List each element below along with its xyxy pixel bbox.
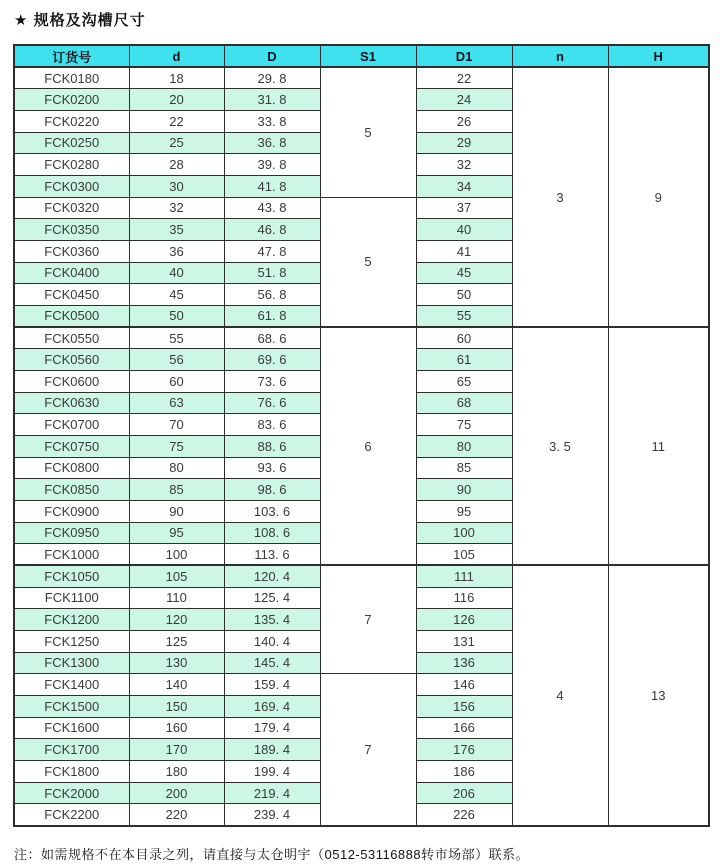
cell-n-merged: 4 <box>512 565 608 825</box>
cell-D1: 60 <box>416 327 512 349</box>
table-row <box>14 327 709 349</box>
cell-d: 18 <box>129 67 224 89</box>
cell-d: 30 <box>129 175 224 197</box>
cell-D: 145. 4 <box>224 652 320 674</box>
col-header-D: D <box>224 45 320 67</box>
table-row <box>14 67 709 89</box>
table-row <box>14 565 709 587</box>
cell-D1: 176 <box>416 739 512 761</box>
cell-d: 22 <box>129 110 224 132</box>
cell-d: 125 <box>129 630 224 652</box>
cell-n-merged: 3. 5 <box>512 327 608 565</box>
col-header-订货号: 订货号 <box>14 45 129 67</box>
cell-order-no: FCK0320 <box>14 197 129 219</box>
cell-S1-merged: 6 <box>320 327 416 565</box>
cell-order-no: FCK0220 <box>14 110 129 132</box>
cell-D1: 156 <box>416 695 512 717</box>
cell-D1: 126 <box>416 609 512 631</box>
cell-order-no: FCK1000 <box>14 544 129 566</box>
cell-d: 170 <box>129 739 224 761</box>
cell-order-no: FCK0250 <box>14 132 129 154</box>
cell-order-no: FCK0900 <box>14 500 129 522</box>
cell-D1: 146 <box>416 674 512 696</box>
cell-order-no: FCK1300 <box>14 652 129 674</box>
cell-D: 29. 8 <box>224 67 320 89</box>
cell-D: 189. 4 <box>224 739 320 761</box>
cell-d: 85 <box>129 479 224 501</box>
cell-d: 75 <box>129 435 224 457</box>
cell-order-no: FCK0300 <box>14 175 129 197</box>
cell-D: 120. 4 <box>224 565 320 587</box>
cell-D: 43. 8 <box>224 197 320 219</box>
cell-d: 40 <box>129 262 224 284</box>
cell-D1: 26 <box>416 110 512 132</box>
cell-D1: 24 <box>416 89 512 111</box>
cell-order-no: FCK0200 <box>14 89 129 111</box>
cell-D: 51. 8 <box>224 262 320 284</box>
cell-D1: 29 <box>416 132 512 154</box>
cell-d: 35 <box>129 219 224 241</box>
cell-D: 31. 8 <box>224 89 320 111</box>
cell-D: 199. 4 <box>224 761 320 783</box>
cell-D: 88. 6 <box>224 435 320 457</box>
col-header-S1: S1 <box>320 45 416 67</box>
cell-D1: 65 <box>416 370 512 392</box>
cell-D1: 61 <box>416 349 512 371</box>
cell-d: 55 <box>129 327 224 349</box>
cell-D: 41. 8 <box>224 175 320 197</box>
cell-order-no: FCK0560 <box>14 349 129 371</box>
cell-D1: 116 <box>416 587 512 609</box>
cell-order-no: FCK0450 <box>14 284 129 306</box>
cell-d: 80 <box>129 457 224 479</box>
cell-D: 169. 4 <box>224 695 320 717</box>
cell-D1: 226 <box>416 804 512 826</box>
cell-D: 219. 4 <box>224 782 320 804</box>
cell-D1: 50 <box>416 284 512 306</box>
cell-d: 160 <box>129 717 224 739</box>
cell-D1: 95 <box>416 500 512 522</box>
cell-D: 179. 4 <box>224 717 320 739</box>
table-body <box>14 67 709 826</box>
cell-D1: 186 <box>416 761 512 783</box>
page-title: ★ 规格及沟槽尺寸 <box>14 12 146 29</box>
cell-D: 61. 8 <box>224 305 320 327</box>
cell-D1: 37 <box>416 197 512 219</box>
col-header-H: H <box>608 45 709 67</box>
cell-order-no: FCK2200 <box>14 804 129 826</box>
cell-d: 220 <box>129 804 224 826</box>
cell-order-no: FCK0350 <box>14 219 129 241</box>
cell-d: 20 <box>129 89 224 111</box>
table-header <box>14 45 709 67</box>
cell-order-no: FCK0600 <box>14 370 129 392</box>
cell-D1: 40 <box>416 219 512 241</box>
cell-order-no: FCK0800 <box>14 457 129 479</box>
cell-order-no: FCK1200 <box>14 609 129 631</box>
cell-order-no: FCK1500 <box>14 695 129 717</box>
cell-order-no: FCK0550 <box>14 327 129 349</box>
cell-order-no: FCK0700 <box>14 414 129 436</box>
cell-H-merged: 9 <box>608 67 709 327</box>
cell-d: 130 <box>129 652 224 674</box>
cell-d: 60 <box>129 370 224 392</box>
cell-order-no: FCK1050 <box>14 565 129 587</box>
cell-order-no: FCK0950 <box>14 522 129 544</box>
cell-S1-merged: 5 <box>320 197 416 327</box>
cell-d: 28 <box>129 154 224 176</box>
cell-d: 110 <box>129 587 224 609</box>
cell-D: 239. 4 <box>224 804 320 826</box>
cell-D: 98. 6 <box>224 479 320 501</box>
spec-table <box>13 44 710 827</box>
cell-order-no: FCK1250 <box>14 630 129 652</box>
cell-D: 113. 6 <box>224 544 320 566</box>
cell-D: 73. 6 <box>224 370 320 392</box>
cell-d: 180 <box>129 761 224 783</box>
cell-D: 103. 6 <box>224 500 320 522</box>
cell-d: 50 <box>129 305 224 327</box>
cell-D1: 100 <box>416 522 512 544</box>
cell-order-no: FCK0630 <box>14 392 129 414</box>
cell-D1: 105 <box>416 544 512 566</box>
cell-order-no: FCK0360 <box>14 240 129 262</box>
cell-D1: 41 <box>416 240 512 262</box>
cell-D1: 75 <box>416 414 512 436</box>
footer-note: 注：如需规格不在本目录之列，请直接与太仓明宇（0512-53116888转市场部）联系。 <box>14 846 530 862</box>
cell-D: 46. 8 <box>224 219 320 241</box>
cell-D: 125. 4 <box>224 587 320 609</box>
cell-S1-merged: 5 <box>320 67 416 197</box>
cell-D1: 136 <box>416 652 512 674</box>
cell-D: 140. 4 <box>224 630 320 652</box>
cell-d: 45 <box>129 284 224 306</box>
cell-order-no: FCK0280 <box>14 154 129 176</box>
cell-S1-merged: 7 <box>320 565 416 673</box>
cell-d: 70 <box>129 414 224 436</box>
cell-order-no: FCK2000 <box>14 782 129 804</box>
cell-H-merged: 13 <box>608 565 709 825</box>
cell-D1: 34 <box>416 175 512 197</box>
cell-order-no: FCK1700 <box>14 739 129 761</box>
cell-order-no: FCK0500 <box>14 305 129 327</box>
cell-D1: 32 <box>416 154 512 176</box>
header-row <box>14 45 709 67</box>
cell-d: 140 <box>129 674 224 696</box>
cell-d: 120 <box>129 609 224 631</box>
cell-D: 36. 8 <box>224 132 320 154</box>
cell-d: 100 <box>129 544 224 566</box>
cell-D1: 55 <box>416 305 512 327</box>
cell-D: 56. 8 <box>224 284 320 306</box>
col-header-D1: D1 <box>416 45 512 67</box>
cell-D1: 80 <box>416 435 512 457</box>
cell-D: 39. 8 <box>224 154 320 176</box>
cell-D1: 206 <box>416 782 512 804</box>
cell-D: 76. 6 <box>224 392 320 414</box>
cell-d: 200 <box>129 782 224 804</box>
cell-D1: 166 <box>416 717 512 739</box>
cell-D: 159. 4 <box>224 674 320 696</box>
cell-d: 36 <box>129 240 224 262</box>
cell-order-no: FCK0750 <box>14 435 129 457</box>
cell-D: 135. 4 <box>224 609 320 631</box>
cell-d: 25 <box>129 132 224 154</box>
cell-D1: 22 <box>416 67 512 89</box>
cell-d: 150 <box>129 695 224 717</box>
col-header-d: d <box>129 45 224 67</box>
cell-D1: 85 <box>416 457 512 479</box>
cell-D: 47. 8 <box>224 240 320 262</box>
cell-D: 93. 6 <box>224 457 320 479</box>
cell-D: 68. 6 <box>224 327 320 349</box>
cell-d: 105 <box>129 565 224 587</box>
cell-d: 95 <box>129 522 224 544</box>
cell-order-no: FCK1600 <box>14 717 129 739</box>
cell-H-merged: 11 <box>608 327 709 565</box>
cell-d: 90 <box>129 500 224 522</box>
cell-D1: 131 <box>416 630 512 652</box>
cell-order-no: FCK0400 <box>14 262 129 284</box>
cell-D: 33. 8 <box>224 110 320 132</box>
cell-d: 32 <box>129 197 224 219</box>
cell-n-merged: 3 <box>512 67 608 327</box>
cell-d: 63 <box>129 392 224 414</box>
cell-D1: 68 <box>416 392 512 414</box>
cell-order-no: FCK0850 <box>14 479 129 501</box>
cell-order-no: FCK1100 <box>14 587 129 609</box>
cell-order-no: FCK1800 <box>14 761 129 783</box>
cell-D: 69. 6 <box>224 349 320 371</box>
cell-D1: 90 <box>416 479 512 501</box>
cell-S1-merged: 7 <box>320 674 416 826</box>
cell-order-no: FCK1400 <box>14 674 129 696</box>
cell-order-no: FCK0180 <box>14 67 129 89</box>
cell-D: 83. 6 <box>224 414 320 436</box>
cell-D1: 111 <box>416 565 512 587</box>
cell-d: 56 <box>129 349 224 371</box>
col-header-n: n <box>512 45 608 67</box>
cell-D1: 45 <box>416 262 512 284</box>
cell-D: 108. 6 <box>224 522 320 544</box>
